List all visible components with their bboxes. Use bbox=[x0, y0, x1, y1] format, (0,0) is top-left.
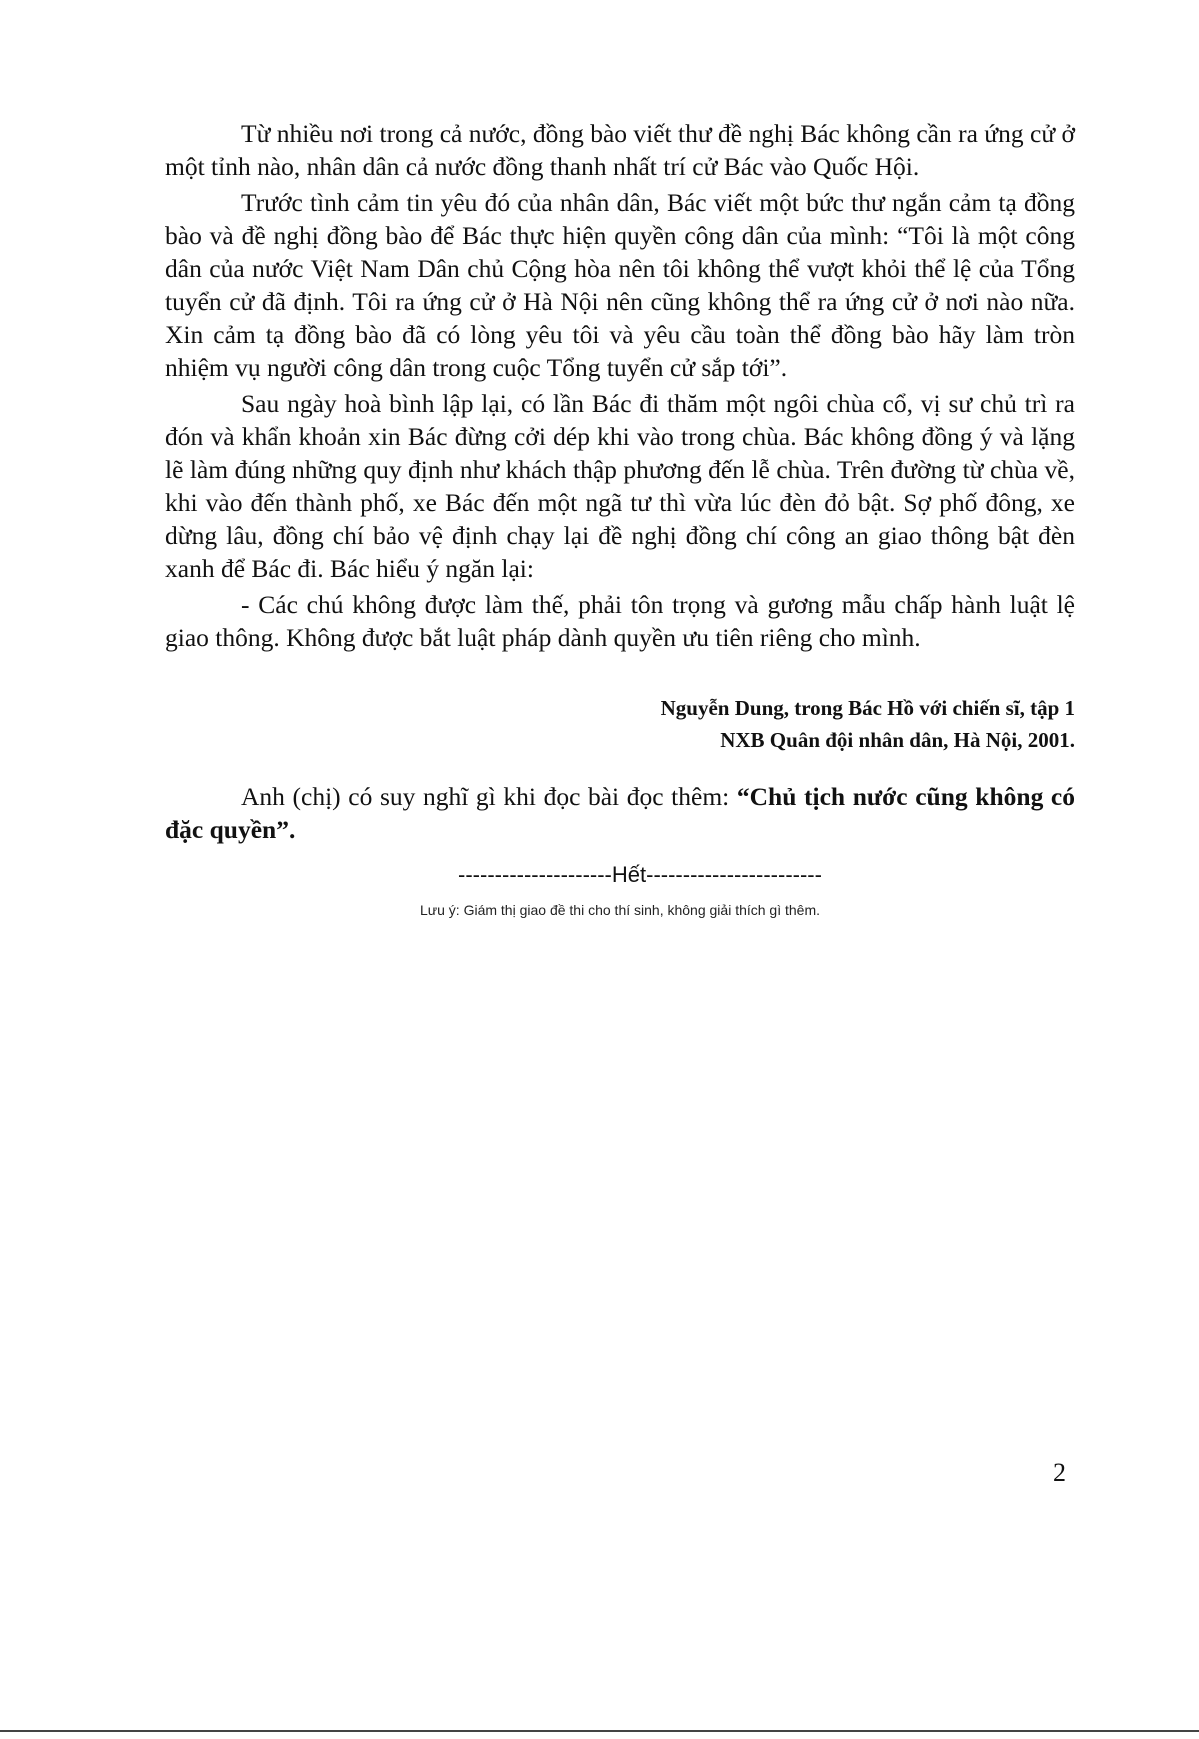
exam-question bbox=[165, 780, 1075, 846]
source-citation bbox=[165, 692, 1075, 756]
question-prefix: Anh (chị) có suy nghĩ gì khi đọc bài đọc thêm: bbox=[241, 782, 737, 811]
paragraph-1: Từ nhiều nơi trong cả nước, đồng bào viết thư đề nghị Bác không cần ra ứng cử ở một tỉnh nào, nhân dân cả nước đồng thanh nhất trí cử Bác vào Quốc Hội. bbox=[165, 119, 1075, 181]
page-number: 2 bbox=[1053, 1458, 1066, 1487]
question-title-emphasis: “Chủ tịch nước cũng không có đặc quyền”. bbox=[165, 782, 1075, 844]
bottom-edge-rule bbox=[0, 1730, 1199, 1732]
paragraph-4-dialogue: - Các chú không được làm thế, phải tôn trọng và gương mẫu chấp hành luật lệ giao thông. Không được bắt luật pháp dành quyền ưu tiên riêng cho mình. bbox=[165, 590, 1075, 652]
source-publisher-line: NXB Quân đội nhân dân, Hà Nội, 2001. bbox=[720, 728, 1075, 752]
end-marker: ---------------------Hết------------------------ bbox=[458, 862, 822, 887]
page-content bbox=[165, 117, 1075, 918]
paragraph-2: Trước tình cảm tin yêu đó của nhân dân, Bác viết một bức thư ngắn cảm tạ đồng bào và đề nghị đồng bào để Bác thực hiện quyền công dân của mình: “Tôi là một công dân của nước Việt Nam Dân chủ Cộng hòa nên tôi không thể vượt khỏi thể lệ của Tổng tuyển cử đã định. Tôi ra ứng cử ở Hà Nội nên cũng không thể ra ứng cử ở nơi nào nữa. Xin cảm tạ đồng bào đã có lòng yêu tôi và yêu cầu toàn thể đồng bào hãy làm tròn nhiệm vụ người công dân trong cuộc Tổng tuyển cử sắp tới”. bbox=[165, 188, 1075, 382]
proctor-note: Lưu ý: Giám thị giao đề thi cho thí sinh, không giải thích gì thêm. bbox=[419, 902, 821, 918]
paragraph-3: Sau ngày hoà bình lập lại, có lần Bác đi thăm một ngôi chùa cổ, vị sư chủ trì ra đón và khẩn khoản xin Bác đừng cởi dép khi vào trong chùa. Bác không đồng ý và lặng lẽ làm đúng những quy định như khách thập phương đến lễ chùa. Trên đường từ chùa về, khi vào đến thành phố, xe Bác đến một ngã tư thì vừa lúc đèn đỏ bật. Sợ phố đông, xe dừng lâu, đồng chí bảo vệ định chạy lại đề nghị đồng chí công an giao thông bật đèn xanh để Bác đi. Bác hiểu ý ngăn lại: bbox=[165, 389, 1075, 583]
source-author-line: Nguyễn Dung, trong Bác Hồ với chiến sĩ, tập 1 bbox=[660, 696, 1075, 720]
